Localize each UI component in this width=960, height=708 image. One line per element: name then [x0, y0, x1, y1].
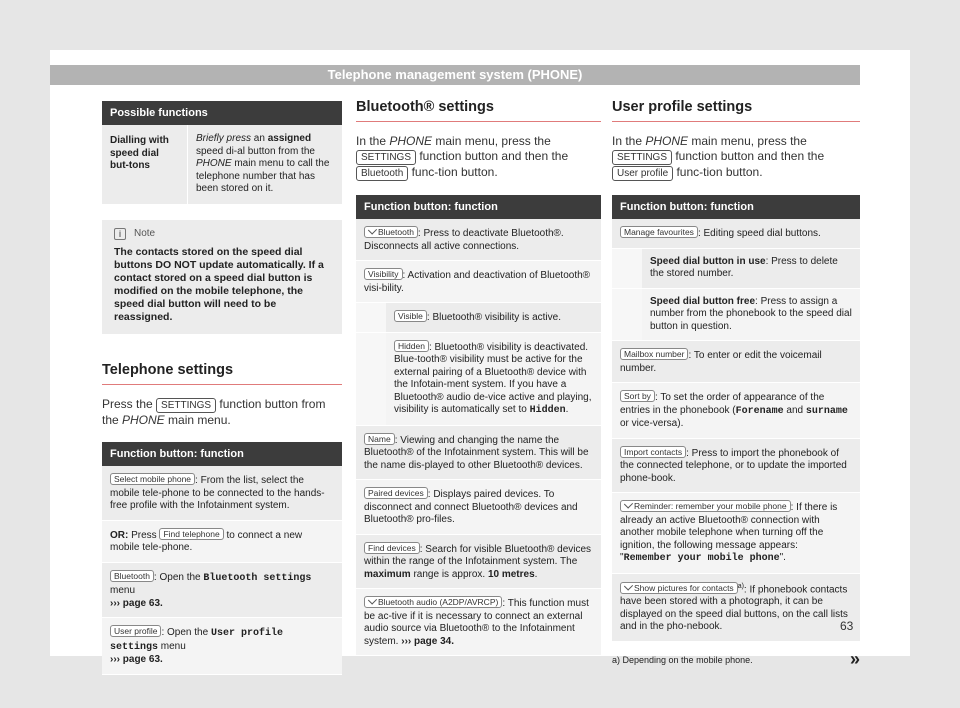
table-row — [102, 125, 342, 204]
intro-text: In the PHONE main menu, press the SETTINGS function button and then the User profile func-tion button. — [612, 133, 825, 179]
check-icon — [368, 225, 377, 234]
table-row: Speed dial button in use: Press to delete the stored number. — [612, 249, 860, 289]
page-header: Telephone management system (PHONE) — [50, 65, 860, 85]
row-description: Briefly press an assigned speed di-al button from the PHONE main menu to call the telephone number that has been stored on it. — [196, 133, 330, 194]
table-row: Name : Viewing and changing the name the Bluetooth® of the Infotainment system. This will be the name dis-played to other Bluetooth® devices. — [356, 426, 601, 481]
settings-button[interactable]: SETTINGS — [156, 398, 216, 413]
table-row: Show pictures for contacts $^{a)}$: If phonebook contacts have been stored with a photograph, it can be displayed on the speed dial buttons, on the call lists and in the pho-nebook. — [612, 574, 860, 642]
intro-text: Press the SETTINGS function button from the PHONE main menu. — [102, 396, 326, 427]
manage-favourites-button[interactable]: Manage favourites — [620, 226, 698, 238]
settings-button[interactable]: SETTINGS — [356, 150, 416, 165]
mailbox-number-button[interactable]: Mailbox number — [620, 348, 688, 360]
import-contacts-button[interactable]: Import contacts — [620, 446, 686, 458]
section-title-user-profile: User profile settings — [612, 101, 860, 122]
table-row: Hidden : Bluetooth® visibility is deactivated. Blue-tooth® visibility must be active for the external pairing of a Bluetooth® device with the Infotain-ment system. If you have a Bluetooth® audio de-vice active and playing, visibility is automatically set to Hidden. — [356, 333, 601, 426]
bluetooth-toggle-button[interactable]: Bluetooth — [364, 226, 418, 238]
bluetooth-button[interactable]: Bluetooth — [110, 570, 154, 582]
check-icon — [624, 581, 633, 590]
visible-button[interactable]: Visible — [394, 310, 427, 322]
table-row: Speed dial button free: Press to assign a number from the phonebook to the speed dial button in question. — [612, 289, 860, 342]
table-row: Sort by : To set the order of appearance of the entries in the phonebook (Forename and surname or vice-versa). — [612, 383, 860, 439]
column-right — [612, 99, 860, 669]
page-reference[interactable]: ››› page 34. — [401, 635, 455, 647]
column-left — [102, 101, 342, 675]
table-row: User profile : Open the User profile settings menu ››› page 63. — [102, 618, 342, 675]
intro-text: In the PHONE main menu, press the SETTINGS function button and then the Bluetooth func-tion button. — [356, 133, 569, 179]
table-row: Visible : Bluetooth® visibility is active. — [356, 303, 601, 333]
possible-functions-header: Possible functions — [102, 101, 342, 125]
function-table-header: Function button: function — [612, 195, 860, 219]
table-row: Bluetooth : Press to deactivate Bluetooth®. Disconnects all active connections. — [356, 219, 601, 261]
paired-devices-button[interactable]: Paired devices — [364, 487, 428, 499]
table-row: Reminder: remember your mobile phone : If there is already an active Bluetooth® connection with another mobile telephone when turning off the ignition, the following message appears: "Remember your mobile phone". — [612, 493, 860, 574]
check-icon — [368, 595, 377, 604]
section-title-telephone-settings: Telephone settings — [102, 364, 342, 385]
settings-button[interactable]: SETTINGS — [612, 150, 672, 165]
column-middle — [356, 101, 601, 656]
table-row: Manage favourites : Editing speed dial buttons. — [612, 219, 860, 249]
name-button[interactable]: Name — [364, 433, 395, 445]
note-box — [102, 220, 342, 335]
table-row: Bluetooth : Open the Bluetooth settings menu ››› page 63. — [102, 563, 342, 619]
function-table-header: Function button: function — [102, 442, 342, 466]
row-label: Dialling with speed dial but-tons — [102, 125, 188, 204]
check-icon — [624, 499, 633, 508]
visibility-button[interactable]: Visibility — [364, 268, 403, 280]
table-row: Paired devices : Displays paired devices. To disconnect and connect Bluetooth® devices and Bluetooth® pro-files. — [356, 480, 601, 535]
bluetooth-button[interactable]: Bluetooth — [356, 166, 408, 181]
info-icon: i — [114, 228, 126, 240]
user-profile-button[interactable]: User profile — [612, 166, 673, 181]
table-row: Select mobile phone : From the list, select the mobile tele-phone to be connected to the hands-free profile with the Infotainment system. — [102, 466, 342, 521]
find-telephone-button[interactable]: Find telephone — [159, 528, 223, 540]
function-table-header: Function button: function — [356, 195, 601, 219]
continue-arrow-icon: » — [849, 648, 860, 669]
show-pictures-button[interactable]: Show pictures for contacts — [620, 582, 738, 594]
sort-by-button[interactable]: Sort by — [620, 390, 655, 402]
table-row: Mailbox number : To enter or edit the voicemail number. — [612, 341, 860, 383]
hidden-button[interactable]: Hidden — [394, 340, 429, 352]
user-profile-button[interactable]: User profile — [110, 625, 161, 637]
table-row: Find devices : Search for visible Bluetooth® devices within the range of the Infotainment system. The maximum range is approx. 10 metres. — [356, 535, 601, 590]
footnote: a) Depending on the mobile phone. » — [612, 648, 860, 669]
find-devices-button[interactable]: Find devices — [364, 542, 420, 554]
note-text: The contacts stored on the speed dial buttons DO NOT update automatically. If a contact stored on a speed dial button is modified on the mobile telephone, the speed dial button will need to be reassigned. — [114, 246, 324, 323]
bluetooth-audio-button[interactable]: Bluetooth audio (A2DP/AVRCP) — [364, 596, 502, 608]
table-row: Visibility : Activation and deactivation of Bluetooth® visi-bility. — [356, 261, 601, 303]
section-title-bluetooth: Bluetooth® settings — [356, 101, 601, 122]
select-mobile-phone-button[interactable]: Select mobile phone — [110, 473, 195, 485]
table-row: OR: Press Find telephone to connect a new mobile tele-phone. — [102, 521, 342, 563]
page-number: 63 — [840, 619, 854, 633]
table-row: Import contacts : Press to import the phonebook of the connected telephone, or to update the imported phone-book. — [612, 439, 860, 494]
page-reference[interactable]: ››› page 63. — [110, 597, 163, 609]
page-reference[interactable]: ››› page 63. — [110, 654, 163, 665]
table-row: Bluetooth audio (A2DP/AVRCP) : This function must be ac-tive if it is necessary to connect an external audio source via Bluetooth® to the Infotainment system. ››› page 34. — [356, 589, 601, 656]
note-title: i Note — [114, 228, 330, 241]
reminder-button[interactable]: Reminder: remember your mobile phone — [620, 500, 791, 512]
